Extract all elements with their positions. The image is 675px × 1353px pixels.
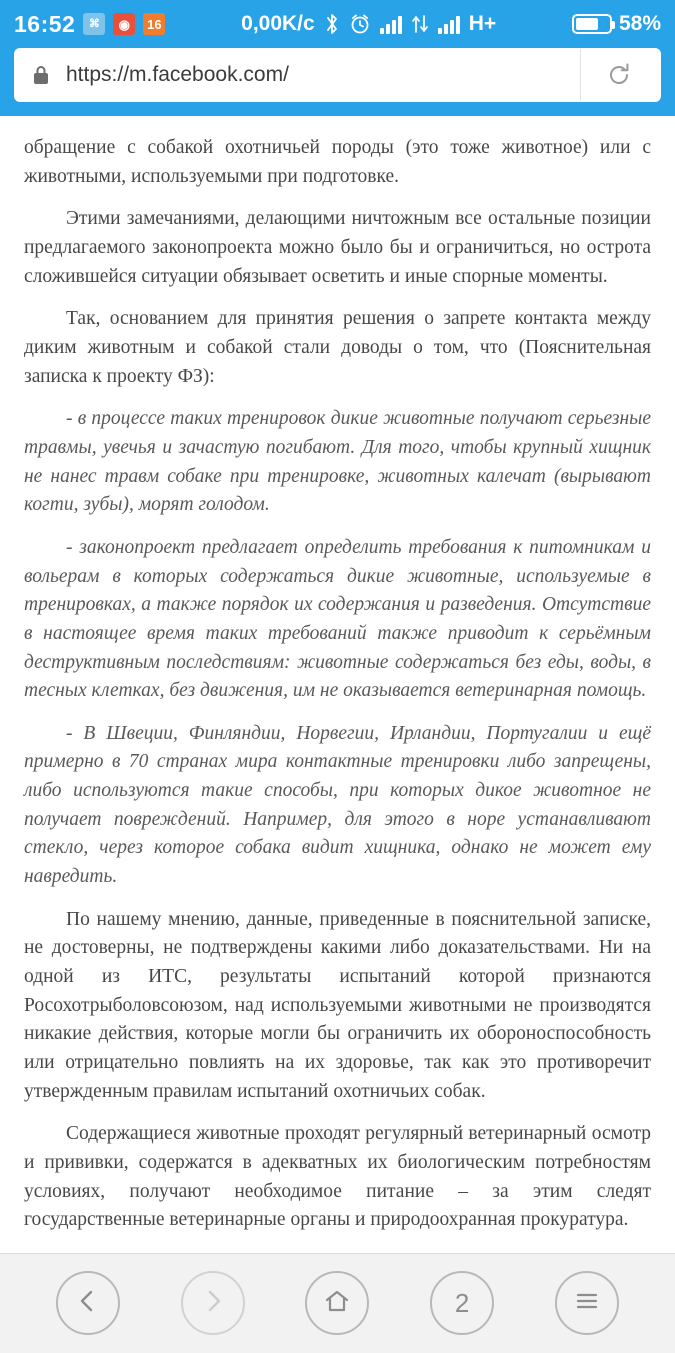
menu-button[interactable] (555, 1271, 619, 1335)
battery-icon (572, 14, 612, 34)
status-bar (0, 0, 675, 48)
back-chevron-icon (75, 1288, 101, 1319)
data-transfer-icon (411, 14, 429, 34)
document-paragraph-quote: - в процессе таких тренировок дикие животные получают серьезные травмы, увечья и зачастую погибают. Для того, чтобы крупный хищник не нанес травм собаке при тренировке, животных калечат (вырывают когти, зубы), морят голодом. (24, 408, 651, 516)
status-clock: 16:52 (14, 10, 76, 37)
network-type-label: H+ (468, 12, 497, 35)
document-body (24, 134, 651, 1235)
url-text[interactable]: https://m.facebook.com/ (66, 63, 289, 86)
address-bar[interactable] (14, 48, 661, 102)
forward-button[interactable] (181, 1271, 245, 1335)
forward-chevron-icon (200, 1288, 226, 1319)
camera-icon: ◉ (113, 13, 135, 35)
document-paragraph: Этими замечаниями, делающими ничтожным все остальные позиции предлагаемого законопроекта можно было бы и ограничиться, но острота сложившейся ситуации обязывает осветить и иные спорные моменты. (24, 208, 651, 287)
status-bar-right (572, 12, 661, 36)
document-paragraph-quote: - В Швеции, Финляндии, Норвегии, Ирландии, Португалии и ещё примерно в 70 странах мира контактные тренировки либо запрещены, либо используются такие способы, при которых дикое животное не получает повреждений. Например, для этого в норе устанавливают стекло, через которое собака видит хищника, однако не может ему навредить. (24, 722, 651, 888)
page-content[interactable] (0, 116, 675, 1253)
document-paragraph: Содержащиеся животные проходят регулярный ветеринарный осмотр и прививки, содержатся в адекватных их биологическим потребностям условиях, получают необходимое питание – за этим следят государственные ветеринарные органы и природоохранная прокуратура. (24, 1123, 651, 1231)
home-button[interactable] (305, 1271, 369, 1335)
tab-count-label: 2 (454, 1287, 470, 1318)
home-icon (323, 1287, 351, 1320)
document-paragraph: По нашему мнению, данные, приведенные в пояснительной записке, не достоверны, не подтверждены какими либо доказательствами. Ни на одной из ИТС, результаты испытаний которой признаются Росохотрыболовсоюзом, над используемыми животными не производятся никакие действия, которые могли бы ограничить их обороноспособность или отрицательно повлиять на их здоровье, так как это противоречит утвержденным правилам испытаний охотничьих собак. (24, 908, 651, 1102)
document-paragraph: Так, основанием для принятия решения о запрете контакта между диким животным и собакой стали доводы о том, что (Пояснительная записка к проекту ФЗ): (24, 308, 651, 387)
status-bar-left (14, 11, 165, 38)
menu-icon (573, 1289, 601, 1318)
network-speed-label: 0,00K/c (241, 12, 315, 35)
tabs-button[interactable] (430, 1271, 494, 1335)
document-paragraph-quote: - законопроект предлагает определить требования к питомникам и вольерам в которых содержаться дикие животные, используемые в тренировках, а также порядок их содержания и разведения. Отсутствие в настоящее время таких требований также приводит к серьёмным деструктивным последствиям: животные содержаться без еды, воды, в тесных клетках, без движения, им не оказывается ветеринарная помощь. (24, 536, 651, 702)
battery-percent-label: 58% (618, 12, 661, 35)
bluetooth-icon (324, 13, 340, 35)
notification-count-icon: 16 (143, 13, 165, 35)
document-paragraph: обращение с собакой охотничьей породы (это тоже животное) или с животными, используемыми при подготовке. (24, 137, 651, 187)
reload-button[interactable] (581, 49, 657, 101)
status-bar-center (165, 12, 572, 36)
signal-bars-icon-2 (438, 14, 460, 34)
browser-toolbar (0, 48, 675, 116)
alarm-icon (349, 13, 371, 35)
back-button[interactable] (56, 1271, 120, 1335)
screenshot-icon: ⌘ (83, 13, 105, 35)
browser-navigation-bar (0, 1253, 675, 1353)
lock-icon (30, 64, 52, 86)
signal-bars-icon (380, 14, 402, 34)
